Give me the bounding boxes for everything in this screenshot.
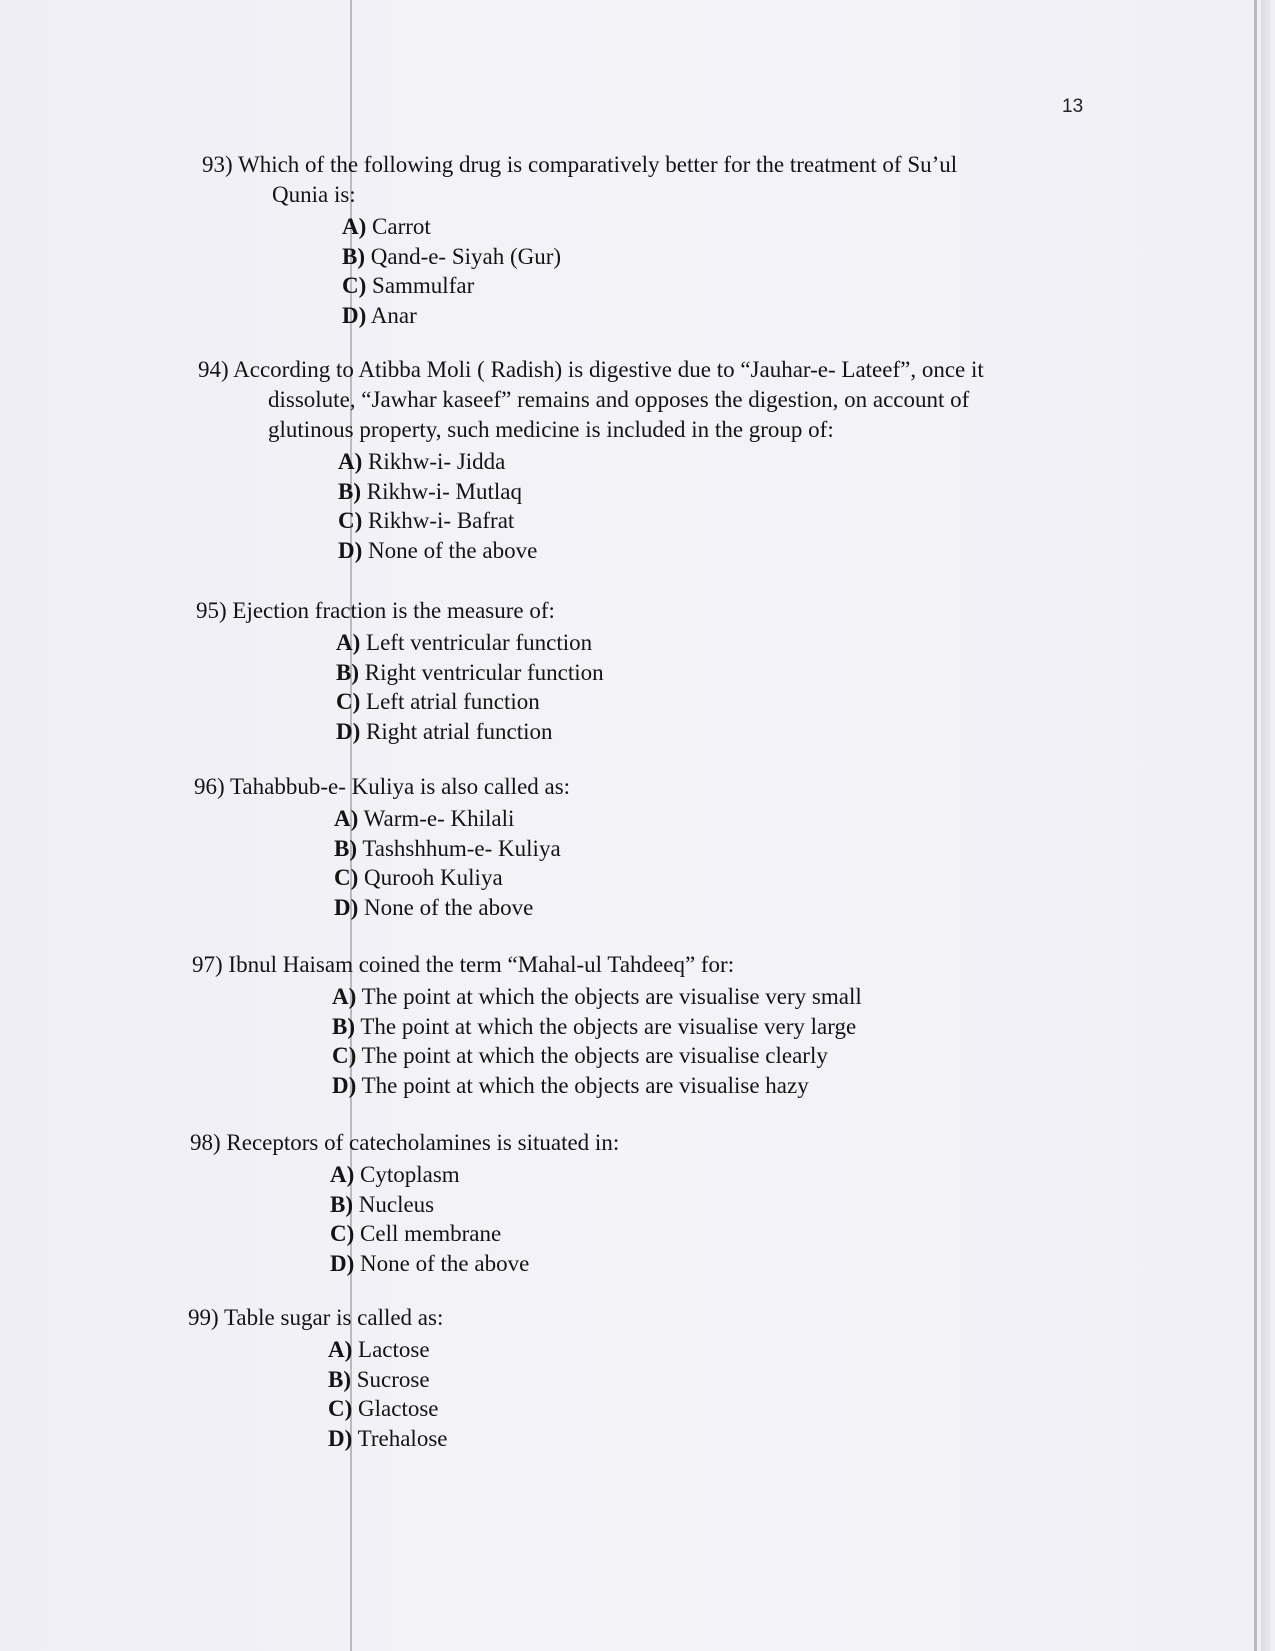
- question-stem: 99) Table sugar is called as:: [188, 1305, 444, 1330]
- question-stem: 95) Ejection fraction is the measure of:: [196, 598, 555, 623]
- question-stem-continued: glutinous property, such medicine is included in the group of:: [268, 417, 834, 442]
- option-b: [334, 834, 570, 864]
- option-letter: B): [330, 1191, 353, 1217]
- option-list: [328, 1335, 447, 1453]
- option-list: [332, 982, 862, 1100]
- question-95: [196, 596, 604, 746]
- option-letter: A): [336, 630, 361, 655]
- option-list: [330, 1160, 619, 1278]
- option-letter: B): [342, 243, 365, 269]
- option-letter: D): [334, 894, 359, 920]
- option-text: Left ventricular function: [360, 630, 593, 655]
- option-a: [332, 982, 862, 1012]
- option-letter: A): [334, 806, 359, 831]
- option-text: Qand-e- Siyah (Gur): [365, 243, 562, 269]
- page-number: 13: [1062, 96, 1084, 117]
- option-text: Anar: [366, 302, 417, 328]
- option-c: [330, 1219, 619, 1249]
- option-text: Rikhw-i- Bafrat: [362, 508, 515, 533]
- option-d: [336, 717, 604, 747]
- page-edge-line: [1254, 0, 1257, 1651]
- option-b: [328, 1365, 447, 1395]
- option-text: Cytoplasm: [354, 1162, 460, 1187]
- question-93: [202, 150, 957, 330]
- option-a: [328, 1335, 447, 1365]
- option-text: The point at which the objects are visualise very large: [355, 1013, 857, 1039]
- option-text: Rikhw-i- Mutlaq: [361, 478, 522, 504]
- option-letter: C): [342, 273, 367, 298]
- question-97: [192, 950, 862, 1100]
- option-d: [328, 1424, 447, 1454]
- option-text: Nucleus: [353, 1191, 435, 1217]
- option-letter: B): [334, 835, 357, 861]
- option-c: [332, 1041, 862, 1071]
- option-letter: D): [328, 1425, 353, 1451]
- option-text: Lactose: [352, 1337, 430, 1362]
- option-a: [338, 447, 984, 477]
- option-b: [330, 1190, 619, 1220]
- option-list: [336, 628, 604, 746]
- option-letter: C): [338, 508, 363, 533]
- option-text: Glactose: [352, 1396, 439, 1421]
- option-letter: C): [336, 689, 361, 714]
- option-letter: A): [338, 449, 363, 474]
- option-b: [336, 658, 604, 688]
- option-text: Right atrial function: [360, 718, 553, 744]
- option-a: [330, 1160, 619, 1190]
- question-stem-continued: Qunia is:: [272, 182, 356, 207]
- option-letter: C): [334, 865, 359, 890]
- option-letter: B): [328, 1366, 351, 1392]
- question-96: [194, 772, 570, 922]
- option-letter: C): [328, 1396, 353, 1421]
- question-stem: 94) According to Atibba Moli ( Radish) is digestive due to “Jauhar-e- Lateef”, once it: [198, 357, 984, 382]
- option-text: Qurooh Kuliya: [358, 865, 503, 890]
- option-text: The point at which the objects are visualise very small: [356, 984, 862, 1009]
- option-text: The point at which the objects are visualise hazy: [356, 1072, 809, 1098]
- question-stem-continued: dissolute, “Jawhar kaseef” remains and opposes the digestion, on account of: [268, 387, 970, 412]
- question-99: [188, 1303, 447, 1453]
- option-list: [338, 447, 984, 565]
- option-a: [342, 212, 957, 242]
- option-d: [338, 536, 984, 566]
- option-c: [338, 506, 984, 536]
- option-d: [334, 893, 570, 923]
- option-b: [332, 1012, 862, 1042]
- option-text: Sucrose: [351, 1366, 430, 1392]
- question-98: [190, 1128, 619, 1278]
- page-edge-shadow: [1261, 0, 1271, 1651]
- option-a: [336, 628, 604, 658]
- option-c: [336, 687, 604, 717]
- option-c: [342, 271, 957, 301]
- option-letter: A): [330, 1162, 355, 1187]
- option-list: [342, 212, 957, 330]
- option-text: Warm-e- Khilali: [358, 806, 515, 831]
- option-d: [330, 1249, 619, 1279]
- option-text: Carrot: [366, 214, 431, 239]
- option-text: The point at which the objects are visualise clearly: [356, 1043, 828, 1068]
- option-c: [328, 1394, 447, 1424]
- question-94: [198, 355, 984, 565]
- option-a: [334, 804, 570, 834]
- option-text: Cell membrane: [354, 1221, 502, 1246]
- option-letter: C): [330, 1221, 355, 1246]
- option-list: [334, 804, 570, 922]
- option-text: None of the above: [354, 1250, 530, 1276]
- option-letter: D): [330, 1250, 355, 1276]
- question-stem: 96) Tahabbub-e- Kuliya is also called as:: [194, 774, 571, 799]
- option-b: [342, 242, 957, 272]
- option-letter: B): [332, 1013, 355, 1039]
- option-text: None of the above: [358, 894, 534, 920]
- option-letter: D): [338, 537, 363, 563]
- option-text: Sammulfar: [366, 273, 475, 298]
- option-text: Right ventricular function: [359, 659, 604, 685]
- option-letter: C): [332, 1043, 357, 1068]
- option-letter: A): [342, 214, 367, 239]
- option-d: [342, 301, 957, 331]
- question-stem: 97) Ibnul Haisam coined the term “Mahal-ul Tahdeeq” for:: [192, 952, 735, 977]
- question-stem: 93) Which of the following drug is comparatively better for the treatment of Su’ul: [202, 152, 958, 177]
- option-letter: B): [338, 478, 361, 504]
- option-letter: D): [336, 718, 361, 744]
- option-d: [332, 1071, 862, 1101]
- option-letter: A): [328, 1337, 353, 1362]
- option-text: Trehalose: [352, 1425, 448, 1451]
- question-stem: 98) Receptors of catecholamines is situated in:: [190, 1130, 620, 1155]
- option-letter: B): [336, 659, 359, 685]
- option-text: Left atrial function: [360, 689, 540, 714]
- option-letter: D): [332, 1072, 357, 1098]
- option-text: Tashshhum-e- Kuliya: [357, 835, 561, 861]
- option-c: [334, 863, 570, 893]
- option-letter: D): [342, 302, 367, 328]
- option-letter: A): [332, 984, 357, 1009]
- option-b: [338, 477, 984, 507]
- option-text: None of the above: [362, 537, 538, 563]
- option-text: Rikhw-i- Jidda: [362, 449, 506, 474]
